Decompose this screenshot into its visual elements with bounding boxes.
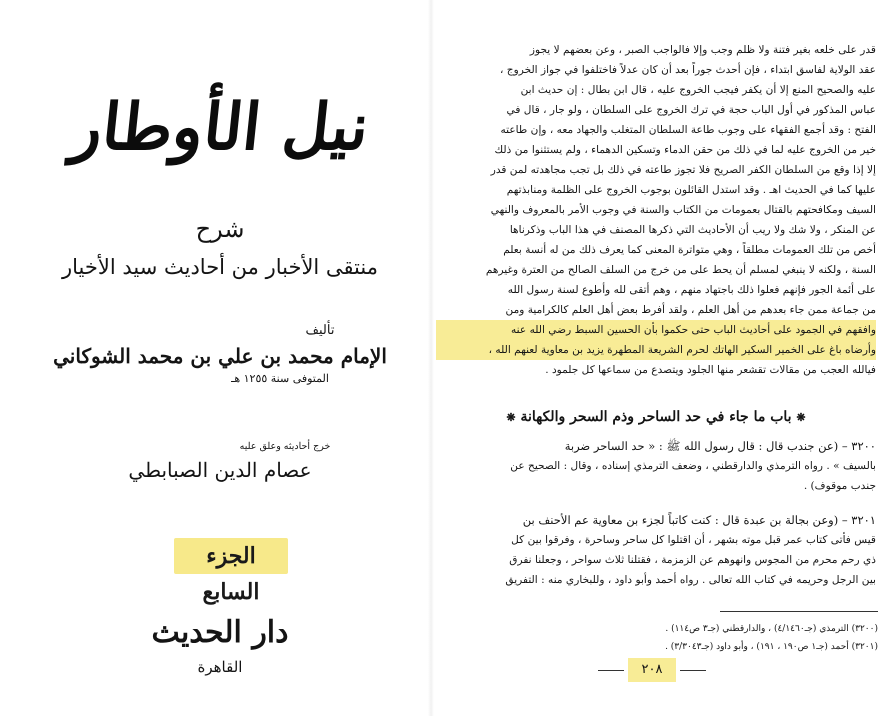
hadith-line: قيس فأتى كتاب عمر قبل موته بشهر ، أن اقتلوا كل ساحر وساحرة ، وفرقوا بين كل — [511, 534, 876, 546]
text-line: فيالله العجب من مقالات تقشعر منها الجلود ويتصدع من سماعها كل جلمود . — [545, 364, 876, 376]
book-subtitle: منتقى الأخبار من أحاديث سيد الأخيار — [62, 255, 378, 279]
text-line: عباس المذكور في أول الباب حجة في ترك الخروج على السلطان ، ولو جار ، قال في — [506, 104, 876, 116]
text-line: عقد الولاية لفاسق ابتداء ، فإن أحدث جوراً بعد أن كان عدلاً فاختلفوا في جواز الخروج ، — [500, 64, 876, 76]
footnote: (٣٢٠٠) الترمذي (جـ٤/١٤٦٠) ، والدارقطني (جـ٣ ص١١٤) . — [665, 624, 878, 634]
text-line: قدر على خلعه بغير فتنة ولا ظلم وجب وإلا فالواجب الصبر ، وعن بعضهم لا يجوز — [529, 44, 876, 56]
editor-name: عصام الدين الصبابطي — [128, 458, 312, 482]
text-line: أخص من تلك العمومات مطلقاً ، وهي متواترة المعنى كما يعرف ذلك من له أنسة بعلم — [503, 244, 876, 256]
page-number-rule — [680, 670, 706, 671]
hadith-line: بالسيف » . رواه الترمذي والدارقطني ، وضعف الترمذي إسناده ، وقال : الصحيح عن — [510, 460, 876, 472]
text-line: الفتح : وقد أجمع الفقهاء على وجوب طاعة السلطان المتغلب والجهاد معه ، وإن طاعته — [500, 124, 876, 136]
footnote-separator — [720, 611, 878, 612]
highlighted-text-line: وأرضاه باغ على الخمير السكير الهاتك لحرم الشريعة المطهرة يزيد بن معاوية لعنهم الله ، — [436, 340, 876, 360]
page-number: ٢٠٨ — [628, 658, 676, 682]
sharh-label: شرح — [195, 215, 245, 243]
hadith-line: بين الرجل وحريمه في كتاب الله تعالى . رواه أحمد وأبو داود ، وللبخاري منه : التفريق — [505, 574, 876, 586]
title-page — [0, 0, 428, 716]
editor-label: خرج أحاديثه وعلق عليه — [239, 441, 331, 452]
page-number-rule — [598, 670, 624, 671]
text-line: عن المنكر ، ولا شك ولا ريب أن الأحاديث التي ذكرها المصنف في هذا الباب وذكرناها — [509, 224, 876, 236]
hadith-line: ذي رحم محرم من المجوس وانهوهم عن الزمزمة ، فقتلنا ثلاث سواحر ، وجعلنا نفرق — [509, 554, 876, 566]
chapter-heading-text: باب ما جاء في حد الساحر وذم السحر والكهانة — [520, 409, 792, 425]
highlighted-text-line: وافقهم في الجمود على أحاديث الباب حتى حكموا بأن الحسين السبط رضي الله عنه — [436, 320, 876, 340]
footnote: (٣٢٠١) أحمد (جـ١ ص١٩٠ ، ١٩١) ، وأبو داود (جـ٣/٣٠٤٣) . — [665, 642, 878, 652]
text-line: خير من الخروج عليه لما في ذلك من حقن الدماء وتسكين الدهماء ، ولم يستثنوا من ذلك — [494, 144, 876, 156]
authorship-label: تأليف — [305, 323, 335, 338]
text-line: السيف ومكافحتهم بالقتال بعمومات من الكتاب والسنة في وجوب الأمر بالمعروف والنهي — [490, 204, 876, 216]
hadith-line: جندب موقوف) . — [803, 480, 876, 492]
author-name: الإمام محمد بن علي بن محمد الشوكاني — [53, 344, 387, 368]
publisher-name: دار الحديث — [151, 615, 289, 650]
volume-label: الجزء السابع — [174, 538, 288, 574]
hadith-line: ٣٢٠٠ – (عن جندب قال : قال رسول الله ﷺ : « حد الساحر ضربة — [564, 439, 876, 453]
star-ornament-icon: ❋ — [796, 411, 806, 424]
text-line: إلا إذا وقع من السلطان الكفر الصريح فلا تجوز طاعته في ذلك بل تجب مجاهدته لمن قدر — [490, 164, 876, 176]
hadith-line: ٣٢٠١ – (وعن بجالة بن عبدة قال : كنت كاتباً لجزء بن معاوية عم الأحنف بن — [522, 513, 876, 527]
publisher-city: القاهرة — [197, 658, 243, 676]
text-line: من جماعة ممن جاء بعدهم من أهل العلم ، ولقد أفرط بعض أهل العلم كالكرامية ومن — [505, 304, 876, 316]
text-line: على أئمة الجور فإنهم فعلوا ذلك باجتهاد منهم ، وهم أتقى لله وأطوع لسنة رسول الله — [507, 284, 876, 296]
chapter-heading — [436, 404, 876, 430]
author-death-year: المتوفى سنة ١٢٥٥ هـ — [231, 372, 329, 385]
book-title: نيل الأوطار — [67, 90, 373, 165]
text-line: عليه والصحيح المنع إلا أن يكفر فيجب الخروج عليه ، قال ابن بطال : إن حديث ابن — [520, 84, 876, 96]
star-ornament-icon: ❋ — [506, 411, 516, 424]
text-line: عليها كما في الحديث اهـ . وقد استدل القائلون بوجوب الخروج على الظلمة ومنابذتهم — [506, 184, 876, 196]
text-line: السنة ، ولكنه لا ينبغي لمسلم أن يحط على من خرج من السلف الصالح من العترة وغيرهم — [485, 264, 876, 276]
